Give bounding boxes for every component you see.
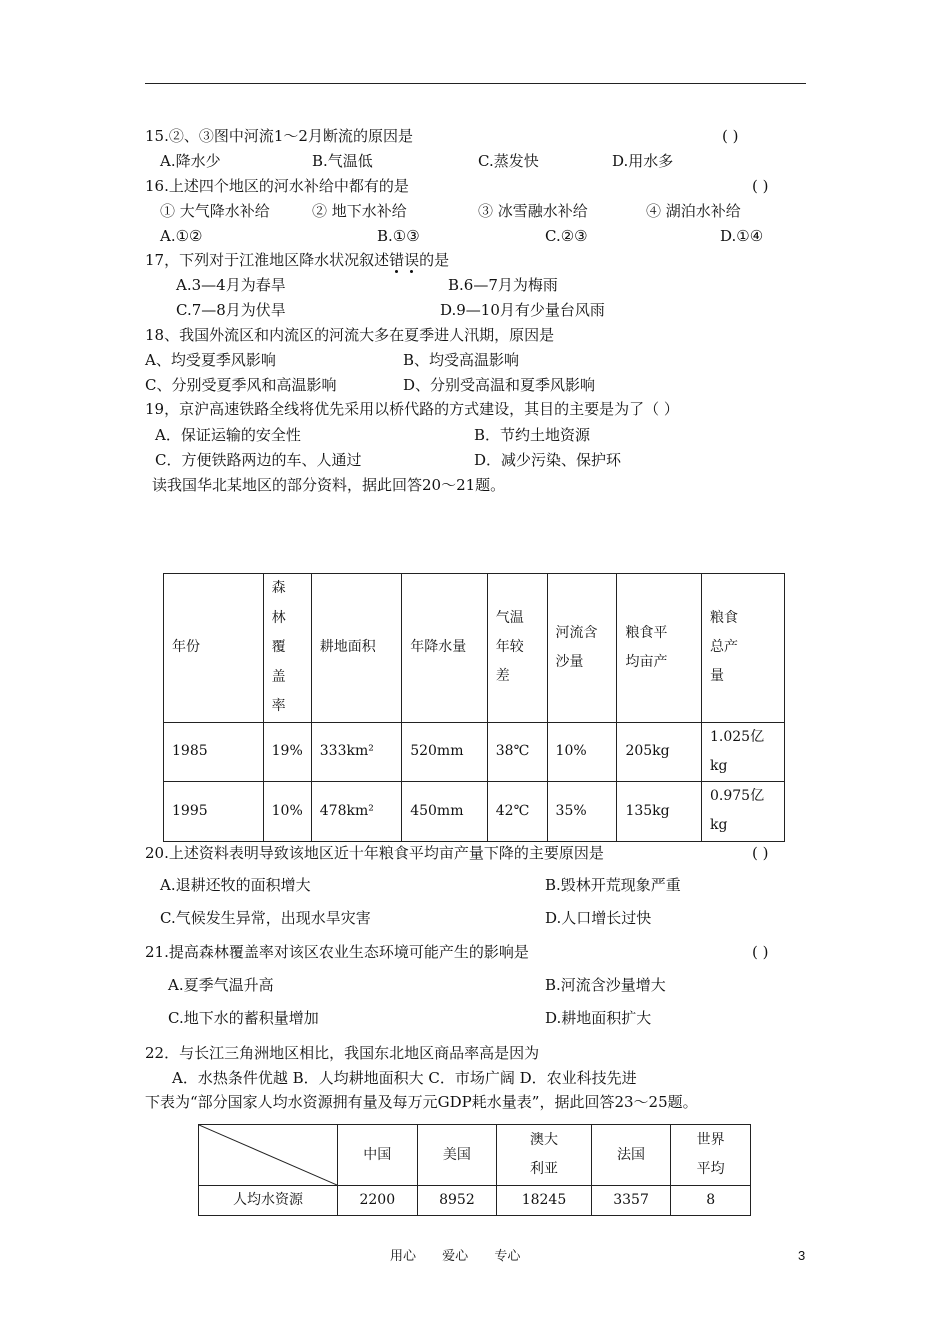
q15-option-b: B.气温低 bbox=[312, 152, 373, 170]
q20-stem: 20.上述资料表明导致该地区近十年粮食平均亩产量下降的主要原因是 bbox=[145, 844, 604, 862]
th-farmland-area: 耕地面积 bbox=[311, 574, 401, 723]
cell: 3357 bbox=[591, 1186, 671, 1216]
q16-option-d: D.①④ bbox=[720, 227, 764, 245]
th-usa: 美国 bbox=[417, 1125, 497, 1186]
q20-option-a: A.退耕还牧的面积增大 bbox=[160, 876, 311, 894]
footer-item: 专心 bbox=[494, 1249, 521, 1264]
q16-item-3: ③ 冰雪融水补给 bbox=[478, 202, 588, 220]
q21-option-d: D.耕地面积扩大 bbox=[545, 1009, 652, 1027]
cell: 135kg bbox=[617, 781, 702, 841]
cell: 450mm bbox=[402, 781, 488, 841]
cell: 1995 bbox=[164, 781, 264, 841]
q21-option-a: A.夏季气温升高 bbox=[168, 976, 274, 994]
th-year: 年份 bbox=[164, 574, 264, 723]
q21-stem: 21.提高森林覆盖率对该区农业生态环境可能产生的影响是 bbox=[145, 943, 529, 961]
q16-option-a: A.①② bbox=[160, 227, 203, 245]
th-world-average: 世界平均 bbox=[671, 1125, 751, 1186]
th-china: 中国 bbox=[338, 1125, 418, 1186]
cell: 205kg bbox=[617, 722, 702, 781]
q21-option-b: B.河流含沙量增大 bbox=[545, 976, 666, 994]
q17-option-d: D.9—10月有少量台风雨 bbox=[440, 301, 605, 319]
q19-stem: 19，京沪高速铁路全线将优先采用以桥代路的方式建设，其目的主要是为了（ ） bbox=[145, 400, 679, 418]
q21-option-c: C.地下水的蓄积量增加 bbox=[168, 1009, 319, 1027]
page-footer bbox=[390, 1248, 542, 1266]
q17-option-b: B.6—7月为梅雨 bbox=[448, 276, 558, 294]
table-water-resources bbox=[198, 1124, 751, 1216]
q17-stem: 17，下列对于江淮地区降水状况叙述错误的是 bbox=[145, 251, 450, 269]
q19-option-c: C．方便铁路两边的车、人通过 bbox=[155, 451, 362, 469]
th-forest-cover: 森林覆盖率 bbox=[263, 574, 311, 723]
q22-stem: 22．与长江三角洲地区相比，我国东北地区商品率高是因为 bbox=[145, 1044, 540, 1062]
th-france: 法国 bbox=[591, 1125, 671, 1186]
intro-q23-25: 下表为“部分国家人均水资源拥有量及每万元GDP耗水量表”，据此回答23～25题。 bbox=[145, 1093, 698, 1111]
cell: 18245 bbox=[497, 1186, 592, 1216]
cell: 0.975亿kg bbox=[702, 781, 785, 841]
diagonal-line bbox=[199, 1125, 337, 1185]
th-river-sediment: 河流含沙量 bbox=[547, 574, 617, 723]
q17-option-a: A.3—4月为春旱 bbox=[176, 276, 286, 294]
table-header-row bbox=[164, 574, 785, 723]
cell: 1985 bbox=[164, 722, 264, 781]
q21-answer-paren: ( ) bbox=[752, 943, 769, 961]
q22-options: A．水热条件优越 B．人均耕地面积大 C．市场广阔 D．农业科技先进 bbox=[172, 1069, 637, 1087]
q16-answer-paren: ( ) bbox=[752, 177, 769, 195]
q20-option-b: B.毁林开荒现象严重 bbox=[545, 876, 681, 894]
th-grain-yield-per-mu: 粮食平均亩产 bbox=[617, 574, 702, 723]
cell: 8 bbox=[671, 1186, 751, 1216]
cell: 10% bbox=[263, 781, 311, 841]
intro-q20-21: 读我国华北某地区的部分资料，据此回答20～21题。 bbox=[152, 476, 506, 494]
table-row bbox=[164, 781, 785, 841]
q15-option-c: C.蒸发快 bbox=[478, 152, 539, 170]
cell: 35% bbox=[547, 781, 617, 841]
q19-option-a: A．保证运输的安全性 bbox=[155, 426, 301, 444]
q18-option-d: D、分别受高温和夏季风影响 bbox=[403, 376, 596, 394]
q16-item-4: ④ 湖泊水补给 bbox=[646, 202, 741, 220]
q16-option-b: B.①③ bbox=[377, 227, 420, 245]
cell: 38℃ bbox=[487, 722, 547, 781]
table-regional-data bbox=[163, 573, 785, 842]
cell: 2200 bbox=[338, 1186, 418, 1216]
cell: 8952 bbox=[417, 1186, 497, 1216]
cell: 478km² bbox=[311, 781, 401, 841]
q20-option-c: C.气候发生异常，出现水旱灾害 bbox=[160, 909, 371, 927]
cell: 333km² bbox=[311, 722, 401, 781]
footer-item: 用心 bbox=[390, 1249, 417, 1264]
page-number: 3 bbox=[798, 1248, 806, 1263]
q18-option-b: B、均受高温影响 bbox=[403, 351, 520, 369]
q15-stem: 15.②、③图中河流1～2月断流的原因是 bbox=[145, 127, 413, 145]
th-temperature-range: 气温年较差 bbox=[487, 574, 547, 723]
q15-option-a: A.降水少 bbox=[160, 152, 221, 170]
q20-answer-paren: ( ) bbox=[752, 844, 769, 862]
footer-item: 爱心 bbox=[442, 1249, 469, 1264]
row-label: 人均水资源 bbox=[199, 1186, 338, 1216]
diagonal-header-cell bbox=[199, 1125, 338, 1186]
cell: 42℃ bbox=[487, 781, 547, 841]
q17-option-c: C.7—8月为伏旱 bbox=[176, 301, 286, 319]
table-row bbox=[164, 722, 785, 781]
cell: 10% bbox=[547, 722, 617, 781]
table-row bbox=[199, 1186, 751, 1216]
q15-option-d: D.用水多 bbox=[612, 152, 674, 170]
q16-item-1: ① 大气降水补给 bbox=[160, 202, 270, 220]
q19-option-d: D．减少污染、保护环 bbox=[474, 451, 622, 469]
th-total-grain-output: 粮食总产量 bbox=[702, 574, 785, 723]
q19-option-b: B．节约土地资源 bbox=[474, 426, 591, 444]
table-header-row bbox=[199, 1125, 751, 1186]
cell: 1.025亿kg bbox=[702, 722, 785, 781]
q17-emphasis-1: 错 bbox=[389, 251, 405, 269]
q16-item-2: ② 地下水补给 bbox=[312, 202, 407, 220]
q17-emphasis-2: 误 bbox=[404, 251, 420, 269]
q18-stem: 18、我国外流区和内流区的河流大多在夏季进人汛期，原因是 bbox=[145, 326, 555, 344]
th-annual-precipitation: 年降水量 bbox=[402, 574, 488, 723]
header-rule bbox=[145, 83, 806, 84]
q18-option-a: A、均受夏季风影响 bbox=[145, 351, 276, 369]
cell: 520mm bbox=[402, 722, 488, 781]
q15-answer-paren: ( ) bbox=[722, 127, 739, 145]
cell: 19% bbox=[263, 722, 311, 781]
q16-option-c: C.②③ bbox=[545, 227, 588, 245]
th-australia: 澳大利亚 bbox=[497, 1125, 592, 1186]
q16-stem: 16.上述四个地区的河水补给中都有的是 bbox=[145, 177, 409, 195]
q20-option-d: D.人口增长过快 bbox=[545, 909, 652, 927]
q18-option-c: C、分别受夏季风和高温影响 bbox=[145, 376, 337, 394]
